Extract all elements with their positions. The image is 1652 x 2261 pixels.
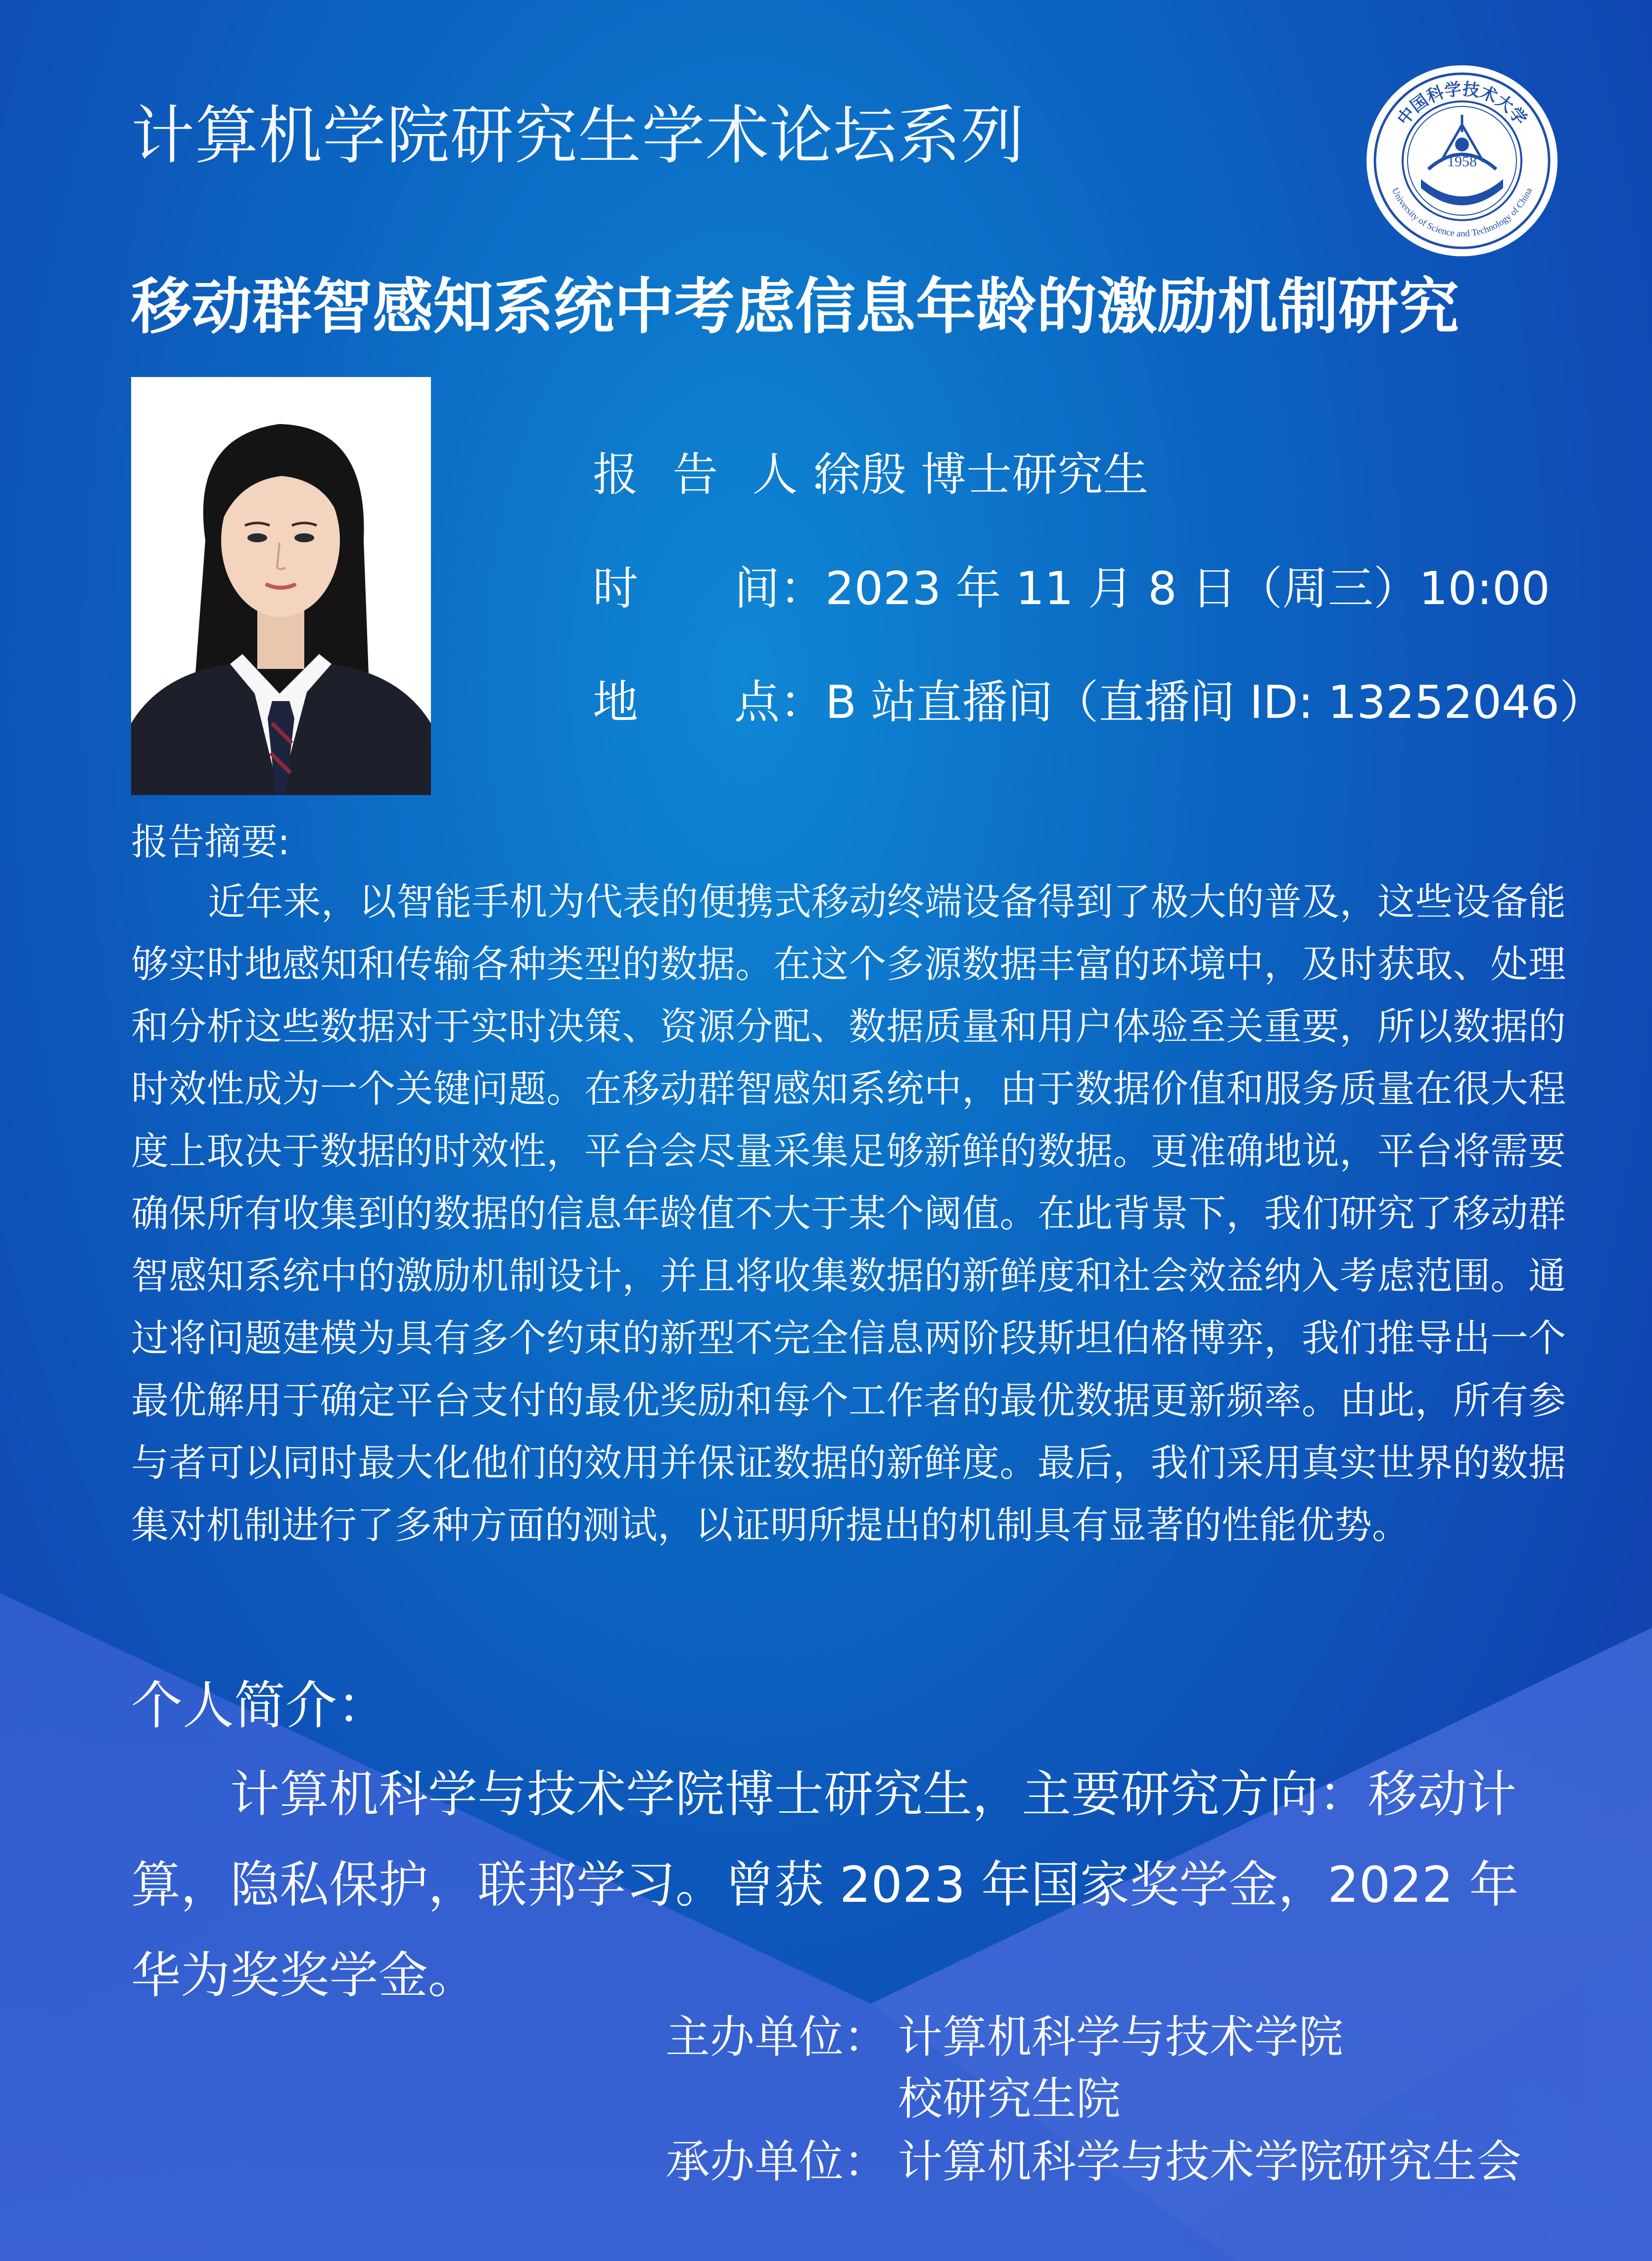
bio-heading: 个人简介：: [131, 1675, 389, 1736]
co-organizer-1: 计算机科学与技术学院研究生会: [898, 2136, 1521, 2188]
bio-body: 计算机科学与技术学院博士研究生，主要研究方向：移动计算，隐私保护，联邦学习。曾获 2023 年国家奖学金，2022 年华为奖奖学金。: [131, 1765, 1519, 2004]
co-organizer-label: 承办单位：: [665, 2136, 888, 2188]
host-label: 主办单位：: [665, 2011, 888, 2063]
place-row: [593, 673, 1605, 732]
place-label-part2: 点：: [734, 676, 825, 729]
speaker-label: 报 告 人：: [593, 448, 863, 501]
host-organizer-2: 校研究生院: [898, 2073, 1121, 2125]
place-label: [593, 673, 825, 732]
speaker-value: 徐殷 博士研究生: [815, 448, 1149, 501]
time-label-part2: 间：: [734, 562, 825, 615]
time-label: [593, 559, 825, 618]
speaker-row: [593, 445, 1148, 505]
abstract-body: 近年来，以智能手机为代表的便携式移动终端设备得到了极大的普及，这些设备能够实时地感知和传输各种类型的数据。在这个多源数据丰富的环境中，及时获取、处理和分析这些数据对于实时决策、资源分配、数据质量和用户体验至关重要，所以数据的时效性成为一个关键问题。在移动群智感知系统中，由于数据价值和服务质量在很大程度上取决于数据的时效性，平台会尽量采集足够新鲜的数据。更准确地说，平台将需要确保所有收集到的数据的信息年龄值不大于某个阈值。在此背景下，我们研究了移动群智感知系统中的激励机制设计，并且将收集数据的新鲜度和社会效益纳入考虑范围。通过将问题建模为具有多个约束的新型不完全信息两阶段斯坦伯格博弈，我们推导出一个最优解用于确定平台支付的最优奖励和每个工作者的最优数据更新频率。由此，所有参与者可以同时最大化他们的效用并保证数据的新鲜度。最后，我们采用真实世界的数据集对机制进行了多种方面的测试，以证明所提出的机制具有显著的性能优势。: [131, 880, 1566, 1547]
time-row: [593, 559, 1550, 618]
time-label-part1: 时: [593, 562, 639, 615]
host-organizer-1: 计算机科学与技术学院: [898, 2011, 1343, 2063]
series-title: 计算机学院研究生学术论坛系列: [131, 99, 1025, 173]
abstract-heading: 报告摘要:: [131, 821, 290, 863]
university-seal-icon: [1367, 65, 1558, 256]
speaker-portrait-icon: [131, 377, 431, 795]
place-label-part1: 地: [593, 676, 639, 729]
logo-year: 1958: [1447, 153, 1477, 170]
place-value: B 站直播间（直播间 ID: 13252046）: [825, 676, 1605, 729]
time-value: 2023 年 11 月 8 日（周三）10:00: [825, 562, 1551, 615]
logo-chinese-name: 中国科学技术大学: [1393, 79, 1531, 129]
logo-english-name: University of Science and Technology of China: [1389, 186, 1535, 239]
talk-title: 移动群智感知系统中考虑信息年龄的激励机制研究: [131, 272, 1459, 342]
